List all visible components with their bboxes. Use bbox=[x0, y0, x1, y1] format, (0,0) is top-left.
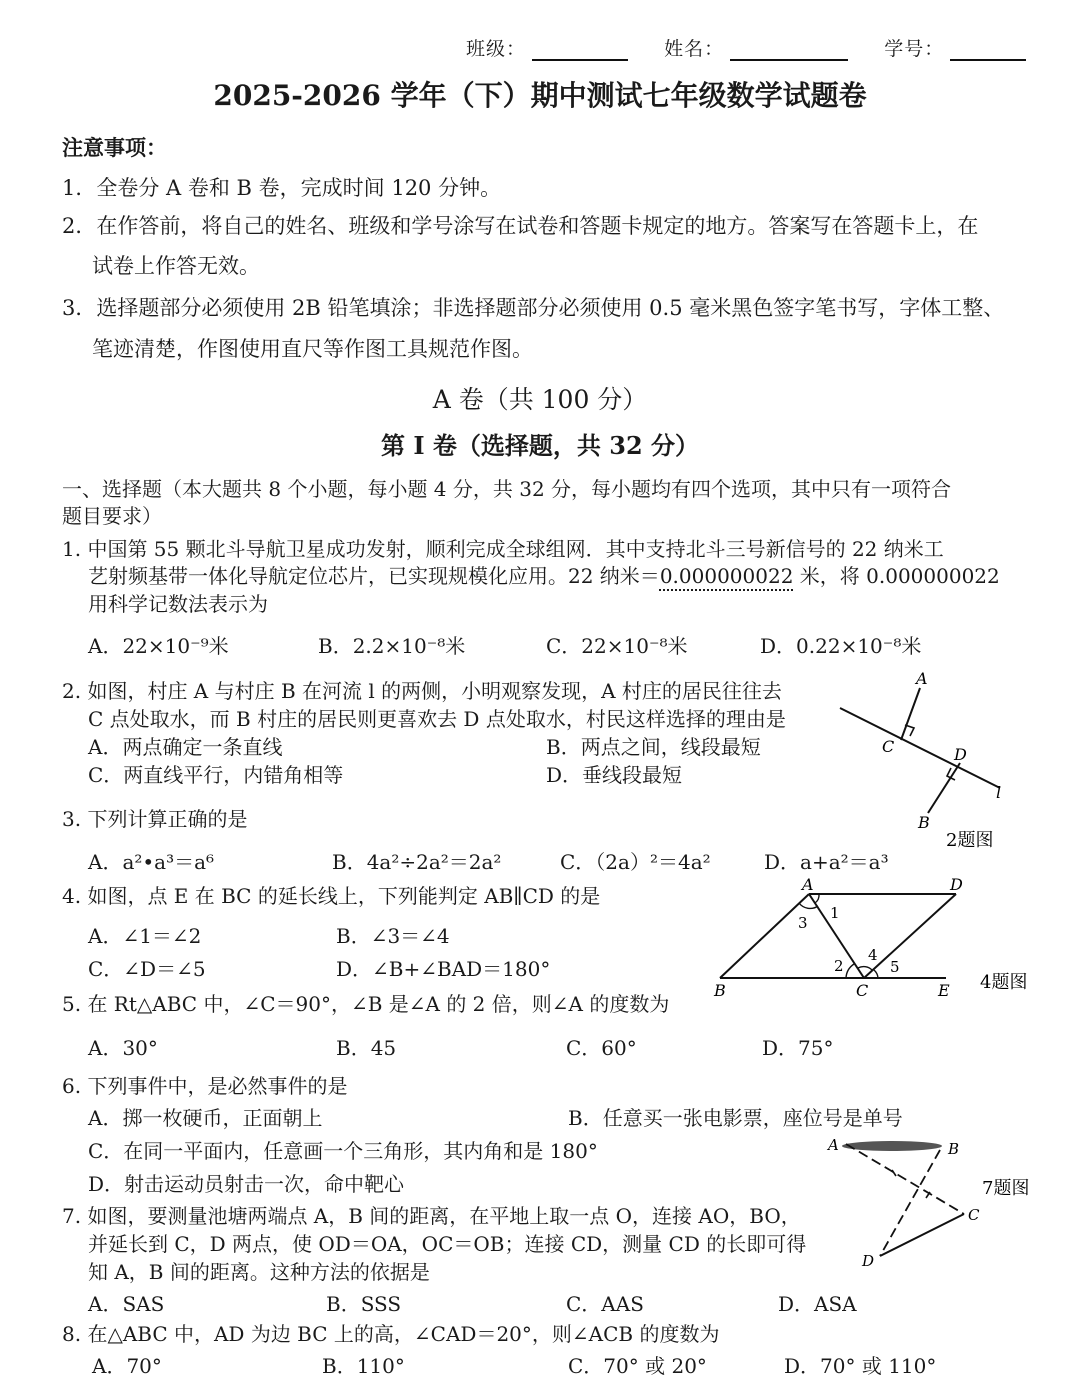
q7-figure-caption: 7题图 bbox=[982, 1178, 1030, 1199]
angle-1-arc bbox=[815, 894, 819, 903]
q5-option-b[interactable]: B．45 bbox=[336, 1036, 397, 1060]
q4-option-b[interactable]: B．∠3＝∠4 bbox=[336, 924, 450, 948]
notice-item-3: 3．选择题部分必须使用 2B 铅笔填涂；非选择题部分必须使用 0.5 毫米黑色签字笔书写，字体工整、 bbox=[62, 296, 1005, 320]
notice-heading: 注意事项： bbox=[62, 135, 167, 160]
segment-ac bbox=[901, 688, 920, 740]
q1-option-d[interactable]: D．0.22×10⁻⁸米 bbox=[760, 634, 922, 658]
notice-item-3-cont: 笔迹清楚，作图使用直尺等作图工具规范作图。 bbox=[92, 337, 533, 361]
tick-oa bbox=[892, 1170, 896, 1176]
q1-line-2a: 艺射频基带一体化导航定位芯片，已实现规模化应用。22 纳米＝ bbox=[88, 564, 660, 588]
segment-cd bbox=[864, 894, 956, 978]
instruction-line-2: 题目要求） bbox=[62, 504, 162, 528]
q3-option-b[interactable]: B．4a²÷2a²＝2a² bbox=[332, 850, 502, 874]
q8-option-c[interactable]: C．70° 或 20° bbox=[568, 1354, 707, 1378]
q2-label-a: A bbox=[916, 670, 928, 688]
q2-label-b: B bbox=[918, 813, 930, 832]
q6-option-a[interactable]: A．掷一枚硬币，正面朝上 bbox=[88, 1106, 323, 1130]
notice-item-1: 1．全卷分 A 卷和 B 卷，完成时间 120 分钟。 bbox=[62, 176, 502, 200]
instruction-line-1: 一、选择题（本大题共 8 个小题，每小题 4 分，共 32 分，每小题均有四个选项，其中只有一项符合 bbox=[62, 477, 952, 501]
q4-label-a: A bbox=[802, 875, 814, 894]
name-field[interactable] bbox=[730, 41, 848, 61]
q2-line-2: C 点处取水，而 B 村庄的居民则更喜欢去 D 点处取水，村民这样选择的理由是 bbox=[88, 707, 786, 731]
q2-option-a[interactable]: A．两点确定一条直线 bbox=[88, 735, 283, 759]
q7-label-d: D bbox=[862, 1252, 875, 1270]
q2-label-d: D bbox=[954, 745, 967, 764]
q1-line-2c: 米，将 0.000000022 bbox=[793, 564, 1000, 588]
segment-ac bbox=[846, 1144, 964, 1214]
q4-figure-caption: 4题图 bbox=[980, 972, 1028, 993]
class-field[interactable] bbox=[532, 41, 628, 61]
q4-label-d: D bbox=[950, 875, 963, 894]
q7-figure bbox=[822, 1130, 1052, 1280]
q4-angle-2: 2 bbox=[834, 957, 844, 975]
q7-line-2: 并延长到 C，D 两点，使 OD＝OA，OC＝OB；连接 CD，测量 CD 的长即可得 bbox=[88, 1232, 807, 1256]
q5-stem: 5. 在 Rt△ABC 中，∠C＝90°，∠B 是∠A 的 2 倍，则∠A 的度数为 bbox=[62, 992, 670, 1016]
segment-bd bbox=[928, 763, 960, 813]
q4-label-b: B bbox=[714, 981, 726, 1000]
q1-dotted-number: 0.000000022 bbox=[659, 564, 794, 588]
q4-stem: 4. 如图，点 E 在 BC 的延长线上，下列能判定 AB∥CD 的是 bbox=[62, 884, 601, 908]
q2-option-d[interactable]: D．垂线段最短 bbox=[546, 763, 683, 787]
q7-label-c: C bbox=[968, 1206, 980, 1224]
exam-title: 2025-2026 学年（下）期中测试七年级数学试题卷 bbox=[213, 79, 867, 112]
notice-item-2-cont: 试卷上作答无效。 bbox=[92, 254, 260, 278]
notice-item-2: 2．在作答前，将自己的姓名、班级和学号涂写在试卷和答题卡规定的地方。答案写在答题卡上，在 bbox=[62, 214, 979, 238]
q7-label-a: A bbox=[828, 1136, 839, 1154]
pond-shape bbox=[842, 1141, 942, 1151]
q4-label-e: E bbox=[938, 981, 950, 1000]
angle-2-arc bbox=[846, 964, 854, 978]
q1-line-1: 1. 中国第 55 颗北斗导航卫星成功发射，顺利完成全球组网．其中支持北斗三号新信号的 22 纳米工 bbox=[62, 537, 944, 561]
q2-label-c: C bbox=[882, 737, 895, 756]
q4-angle-3: 3 bbox=[798, 914, 808, 932]
q8-stem: 8. 在△ABC 中，AD 为边 BC 上的高，∠CAD＝20°，则∠ACB 的度数为 bbox=[62, 1322, 720, 1346]
q3-option-c[interactable]: C．（2a）²＝4a² bbox=[560, 850, 711, 874]
q5-option-a[interactable]: A．30° bbox=[88, 1036, 158, 1060]
q6-option-d[interactable]: D．射击运动员射击一次，命中靶心 bbox=[88, 1172, 405, 1196]
q4-option-c[interactable]: C．∠D＝∠5 bbox=[88, 957, 206, 981]
river-line-l bbox=[840, 708, 1000, 788]
q6-option-c[interactable]: C．在同一平面内，任意画一个三角形，其内角和是 180° bbox=[88, 1139, 598, 1163]
id-label: 学号： bbox=[884, 38, 945, 60]
q7-line-3: 知 A，B 间的距离。这种方法的依据是 bbox=[88, 1260, 430, 1284]
name-label: 姓名： bbox=[664, 38, 725, 60]
angle-5-arc bbox=[874, 970, 878, 978]
angle-4-arc bbox=[858, 967, 872, 970]
q3-option-d[interactable]: D．a+a²＝a³ bbox=[764, 850, 889, 874]
q4-option-a[interactable]: A．∠1＝∠2 bbox=[88, 924, 202, 948]
q2-option-c[interactable]: C．两直线平行，内错角相等 bbox=[88, 763, 344, 787]
q7-line-1: 7. 如图，要测量池塘两端点 A，B 间的距离，在平地上取一点 O，连接 AO，BO， bbox=[62, 1204, 801, 1228]
q3-stem: 3. 下列计算正确的是 bbox=[62, 807, 248, 831]
q4-angle-4: 4 bbox=[868, 946, 878, 964]
q5-option-c[interactable]: C．60° bbox=[566, 1036, 637, 1060]
section-a-heading: A 卷（共 100 分） bbox=[432, 385, 648, 414]
q1-line-3: 用科学记数法表示为 bbox=[88, 592, 268, 616]
q6-stem: 6. 下列事件中，是必然事件的是 bbox=[62, 1074, 348, 1098]
q1-option-b[interactable]: B．2.2×10⁻⁸米 bbox=[318, 634, 466, 658]
q7-option-a[interactable]: A．SAS bbox=[88, 1292, 165, 1316]
segment-ab bbox=[720, 894, 809, 978]
q7-option-b[interactable]: B．SSS bbox=[326, 1292, 402, 1316]
q3-option-a[interactable]: A．a²•a³＝a⁶ bbox=[88, 850, 215, 874]
q2-figure bbox=[830, 670, 1050, 860]
part-1-heading: 第 I 卷（选择题，共 32 分） bbox=[380, 431, 700, 460]
id-field[interactable] bbox=[950, 41, 1026, 61]
q2-option-b[interactable]: B．两点之间，线段最短 bbox=[546, 735, 761, 759]
q2-line-1: 2. 如图，村庄 A 与村庄 B 在河流 l 的两侧，小明观察发现，A 村庄的居民往往去 bbox=[62, 679, 782, 703]
q1-line-2 bbox=[88, 560, 1000, 589]
q8-option-d[interactable]: D．70° 或 110° bbox=[784, 1354, 937, 1378]
class-label: 班级： bbox=[466, 38, 527, 60]
q4-option-d[interactable]: D．∠B+∠BAD＝180° bbox=[336, 957, 551, 981]
q4-angle-5: 5 bbox=[890, 958, 900, 976]
header-info bbox=[466, 34, 1026, 61]
q4-figure bbox=[706, 872, 1066, 1002]
q7-option-c[interactable]: C．AAS bbox=[566, 1292, 644, 1316]
q1-option-a[interactable]: A．22×10⁻⁹米 bbox=[88, 634, 229, 658]
q6-option-b[interactable]: B．任意买一张电影票，座位号是单号 bbox=[568, 1106, 903, 1130]
q4-angle-1: 1 bbox=[830, 904, 840, 922]
q4-label-c: C bbox=[856, 981, 869, 1000]
q1-option-c[interactable]: C．22×10⁻⁸米 bbox=[546, 634, 688, 658]
q2-figure-caption: 2题图 bbox=[946, 830, 994, 851]
q2-label-l: l bbox=[996, 783, 1002, 802]
q8-option-b[interactable]: B．110° bbox=[322, 1354, 405, 1378]
q7-option-d[interactable]: D．ASA bbox=[778, 1292, 857, 1316]
q5-option-d[interactable]: D．75° bbox=[762, 1036, 834, 1060]
q7-label-b: B bbox=[948, 1140, 960, 1158]
q8-option-a[interactable]: A．70° bbox=[92, 1354, 162, 1378]
